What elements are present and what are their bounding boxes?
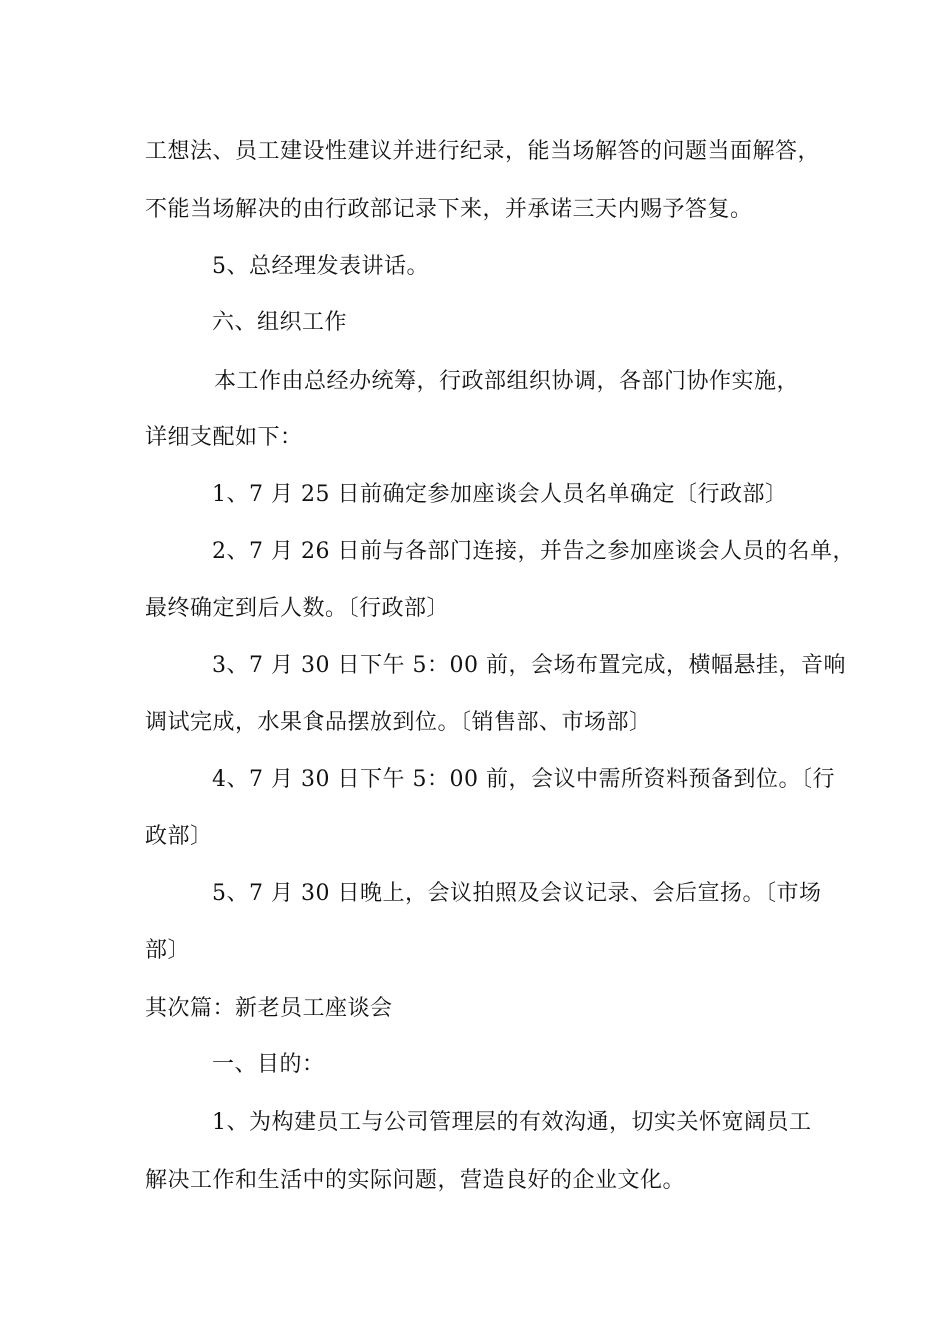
text-line: 工想法、员工建设性建议并进行纪录，能当场解答的问题当面解答， — [145, 139, 821, 164]
text-line: 本工作由总经办统筹，行政部组织协调，各部门协作实施， — [214, 369, 800, 394]
section-title: 其次篇：新老员工座谈会 — [145, 996, 393, 1021]
list-item: 4、7 月 30 日下午 5：00 前，会议中需所资料预备到位。〔行 — [212, 767, 835, 792]
list-item: 1、为构建员工与公司管理层的有效沟通，切实关怀宽阔员工 — [212, 1110, 812, 1135]
section-heading: 一、目的： — [212, 1052, 325, 1077]
list-item: 3、7 月 30 日下午 5：00 前，会场布置完成，横幅悬挂，音响 — [212, 653, 846, 678]
text-line: 政部〕 — [145, 824, 213, 849]
section-heading: 六、组织工作 — [212, 310, 348, 335]
list-item: 5、7 月 30 日晚上，会议拍照及会议记录、会后宣扬。〔市场 — [212, 881, 822, 906]
text-line: 调试完成，水果食品摆放到位。〔销售部、市场部〕 — [145, 710, 652, 735]
text-line: 详细支配如下： — [145, 425, 303, 450]
list-item: 2、7 月 26 日前与各部门连接，并告之参加座谈会人员的名单， — [212, 539, 855, 564]
text-line: 不能当场解决的由行政部记录下来，并承诺三天内赐予答复。 — [145, 197, 753, 222]
list-item: 1、7 月 25 日前确定参加座谈会人员名单确定〔行政部〕 — [212, 482, 788, 507]
text-line: 最终确定到后人数。〔行政部〕 — [145, 596, 450, 621]
text-line: 解决工作和生活中的实际问题，营造良好的企业文化。 — [145, 1168, 686, 1193]
list-item: 5、总经理发表讲话。 — [212, 254, 429, 279]
text-line: 部〕 — [145, 938, 191, 963]
